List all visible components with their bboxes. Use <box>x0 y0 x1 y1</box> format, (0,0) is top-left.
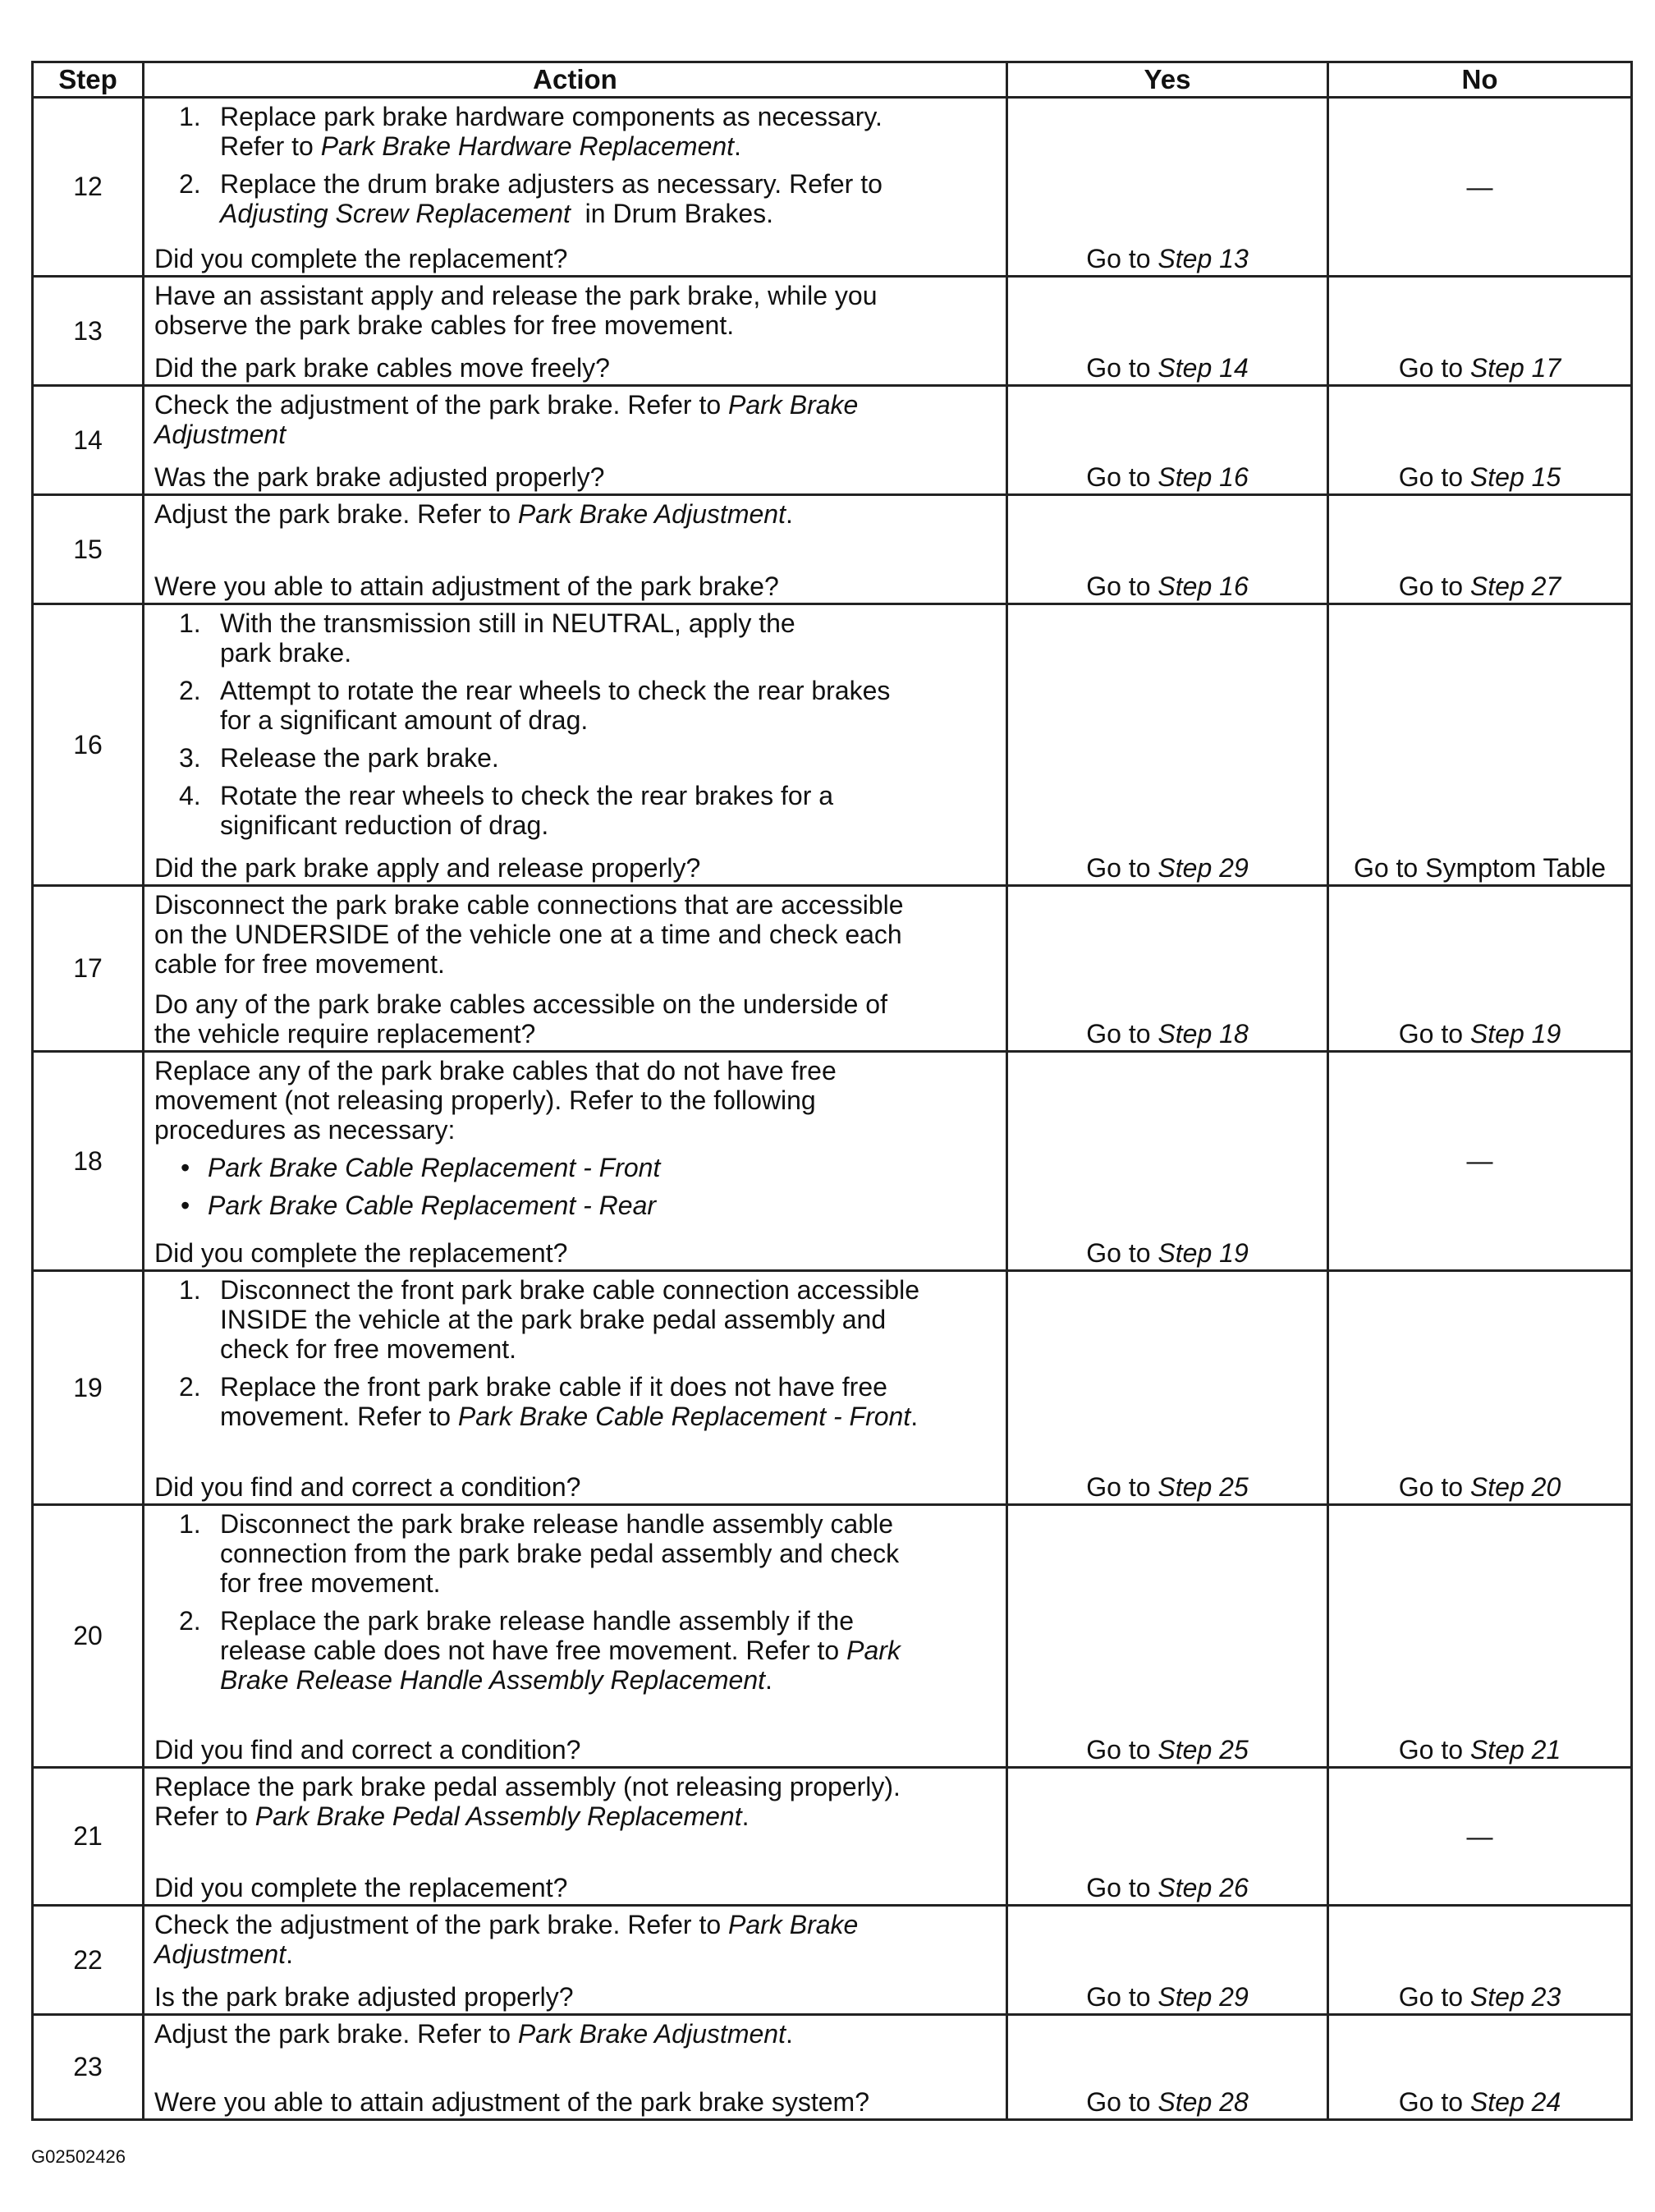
yes-cell <box>1007 1271 1328 1505</box>
step-number: 21 <box>33 1768 144 1906</box>
no-answer: Go to Step 23 <box>1398 1982 1561 2012</box>
yes-answer: Go to Step 18 <box>1086 1019 1249 1049</box>
header-step: Step <box>33 62 144 98</box>
question-text: Did you complete the replacement? <box>154 244 568 273</box>
procedure-item: 2. Attempt to rotate the rear wheels to check the rear brakes for a significant amount of drag. <box>179 676 891 735</box>
procedure-link: • Park Brake Cable Replacement - Rear <box>154 1191 996 1220</box>
header-action: Action <box>144 62 1007 98</box>
action-text: Have an assistant apply and release the park brake, while you observe the park brake cables for free movement. <box>154 281 878 340</box>
yes-cell <box>1007 386 1328 495</box>
table-row <box>33 604 1632 886</box>
no-cell <box>1328 386 1632 495</box>
no-cell <box>1328 1052 1632 1271</box>
table-row <box>33 886 1632 1052</box>
item-number: 1. <box>179 1275 201 1305</box>
step-number: 20 <box>33 1505 144 1768</box>
procedure-item: 2. Replace the drum brake adjusters as necessary. Refer to Adjusting Screw Replacement in Drum Brakes. <box>179 169 883 228</box>
no-cell <box>1328 98 1632 277</box>
yes-cell <box>1007 2015 1328 2120</box>
yes-answer: Go to Step 13 <box>1086 244 1249 273</box>
procedure-list <box>154 608 996 840</box>
no-answer: Go to Step 24 <box>1398 2087 1561 2117</box>
table-row <box>33 2015 1632 2120</box>
action-cell <box>144 386 1007 495</box>
action-cell <box>144 277 1007 386</box>
question-text: Do any of the park brake cables accessible on the underside of the vehicle require replacement? <box>154 989 887 1049</box>
procedure-list <box>154 1509 996 1695</box>
procedure-item: 3. Release the park brake. <box>179 743 499 773</box>
action-text: Replace the park brake pedal assembly (not releasing properly). Refer to Park Brake Pedal Assembly Replacement. <box>154 1772 901 1831</box>
yes-cell <box>1007 98 1328 277</box>
item-number: 1. <box>179 608 201 638</box>
yes-answer: Go to Step 28 <box>1086 2087 1249 2117</box>
yes-cell <box>1007 1052 1328 1271</box>
yes-answer: Go to Step 16 <box>1086 462 1249 492</box>
procedure-link: • Park Brake Cable Replacement - Front <box>154 1153 996 1182</box>
procedure-item: 1. Disconnect the park brake release handle assembly cable connection from the park brake pedal assembly and check for free movement. <box>179 1509 900 1598</box>
question-text: Did the park brake cables move freely? <box>154 353 610 383</box>
procedure-item: 1. Replace park brake hardware components as necessary. Refer to Park Brake Hardware Replacement. <box>179 102 883 161</box>
step-number: 23 <box>33 2015 144 2120</box>
yes-cell <box>1007 1906 1328 2015</box>
no-cell <box>1328 886 1632 1052</box>
yes-cell <box>1007 1505 1328 1768</box>
table-row <box>33 495 1632 604</box>
table-row <box>33 1906 1632 2015</box>
procedure-links <box>154 1153 996 1220</box>
step-number: 15 <box>33 495 144 604</box>
question-text: Were you able to attain adjustment of the park brake system? <box>154 2087 869 2117</box>
yes-answer: Go to Step 26 <box>1086 1873 1249 1902</box>
no-cell <box>1328 604 1632 886</box>
action-cell <box>144 604 1007 886</box>
action-cell <box>144 886 1007 1052</box>
item-number: 2. <box>179 676 201 705</box>
action-text: Check the adjustment of the park brake. Refer to Park Brake Adjustment. <box>154 1910 859 1969</box>
yes-cell <box>1007 277 1328 386</box>
procedure-item: 1. Disconnect the front park brake cable connection accessible INSIDE the vehicle at the park brake pedal assembly and check for free movement. <box>179 1275 920 1364</box>
no-answer: Go to Step 19 <box>1398 1019 1561 1049</box>
no-cell <box>1328 1271 1632 1505</box>
yes-answer: Go to Step 25 <box>1086 1472 1249 1502</box>
item-number: 1. <box>179 102 201 131</box>
question-text: Did you find and correct a condition? <box>154 1735 581 1765</box>
no-answer: Go to Symptom Table <box>1353 853 1607 883</box>
item-number: 2. <box>179 169 201 199</box>
no-answer: Go to Step 15 <box>1398 462 1561 492</box>
yes-answer: Go to Step 25 <box>1086 1735 1249 1765</box>
no-answer: Go to Step 17 <box>1398 353 1561 383</box>
action-cell <box>144 1906 1007 2015</box>
action-text: Disconnect the park brake cable connections that are accessible on the UNDERSIDE of the vehicle one at a time and check each cable for free movement. <box>154 890 904 979</box>
action-cell <box>144 495 1007 604</box>
action-cell <box>144 98 1007 277</box>
table-row <box>33 1052 1632 1271</box>
question-text: Did you complete the replacement? <box>154 1238 568 1268</box>
table-row <box>33 386 1632 495</box>
yes-cell <box>1007 886 1328 1052</box>
action-cell <box>144 1768 1007 1906</box>
header-no: No <box>1328 62 1632 98</box>
step-number: 22 <box>33 1906 144 2015</box>
yes-answer: Go to Step 29 <box>1086 1982 1249 2012</box>
table-row <box>33 1505 1632 1768</box>
action-text: Adjust the park brake. Refer to Park Brake Adjustment. <box>154 2019 793 2049</box>
item-number: 2. <box>179 1372 201 1402</box>
action-cell <box>144 1505 1007 1768</box>
table-row <box>33 1271 1632 1505</box>
step-number: 17 <box>33 886 144 1052</box>
step-number: 13 <box>33 277 144 386</box>
diagnostic-table <box>31 61 1633 2121</box>
no-answer-dash: — <box>1466 1145 1493 1176</box>
yes-cell <box>1007 495 1328 604</box>
no-cell <box>1328 495 1632 604</box>
action-cell <box>144 2015 1007 2120</box>
action-text: Replace any of the park brake cables that do not have free movement (not releasing properly). Refer to the following procedures as necessary: <box>154 1056 837 1145</box>
procedure-list <box>154 1275 996 1431</box>
procedure-list <box>154 102 996 228</box>
question-text: Were you able to attain adjustment of the park brake? <box>154 571 779 601</box>
no-answer: Go to Step 20 <box>1398 1472 1561 1502</box>
procedure-item: 4. Rotate the rear wheels to check the rear brakes for a significant reduction of drag. <box>179 781 834 840</box>
step-number: 19 <box>33 1271 144 1505</box>
item-number: 2. <box>179 1606 201 1636</box>
action-cell <box>144 1052 1007 1271</box>
step-number: 16 <box>33 604 144 886</box>
question-text: Is the park brake adjusted properly? <box>154 1982 574 2012</box>
no-answer: Go to Step 21 <box>1398 1735 1561 1765</box>
question-text: Did the park brake apply and release properly? <box>154 853 701 883</box>
no-cell <box>1328 1906 1632 2015</box>
figure-id: G02502426 <box>31 2146 126 2167</box>
no-answer-dash: — <box>1466 172 1493 201</box>
step-number: 12 <box>33 98 144 277</box>
header-yes: Yes <box>1007 62 1328 98</box>
action-text: Check the adjustment of the park brake. Refer to Park Brake Adjustment <box>154 390 859 449</box>
no-cell <box>1328 1768 1632 1906</box>
yes-answer: Go to Step 14 <box>1086 353 1249 383</box>
step-number: 18 <box>33 1052 144 1271</box>
table-row <box>33 1768 1632 1906</box>
item-number: 1. <box>179 1509 201 1539</box>
no-cell <box>1328 1505 1632 1768</box>
no-cell <box>1328 277 1632 386</box>
question-text: Was the park brake adjusted properly? <box>154 462 605 492</box>
yes-cell <box>1007 1768 1328 1906</box>
no-answer-dash: — <box>1466 1821 1493 1851</box>
table-row <box>33 277 1632 386</box>
procedure-item: 2. Replace the front park brake cable if it does not have free movement. Refer to Park Brake Cable Replacement - Front. <box>179 1372 919 1431</box>
action-cell <box>144 1271 1007 1505</box>
yes-answer: Go to Step 29 <box>1086 853 1249 883</box>
procedure-item: 1. With the transmission still in NEUTRAL, apply the park brake. <box>179 608 795 668</box>
question-text: Did you complete the replacement? <box>154 1873 568 1902</box>
action-text: Adjust the park brake. Refer to Park Brake Adjustment. <box>154 499 793 529</box>
question-text: Did you find and correct a condition? <box>154 1472 581 1502</box>
procedure-item: 2. Replace the park brake release handle assembly if the release cable does not have free movement. Refer to Park Brake Release Handle Assembly Replacement. <box>179 1606 901 1695</box>
table-row <box>33 98 1632 277</box>
yes-answer: Go to Step 19 <box>1086 1238 1249 1268</box>
yes-answer: Go to Step 16 <box>1086 571 1249 601</box>
header-row <box>33 62 1632 98</box>
item-number: 3. <box>179 743 201 773</box>
no-answer: Go to Step 27 <box>1398 571 1561 601</box>
item-number: 4. <box>179 781 201 810</box>
yes-cell <box>1007 604 1328 886</box>
no-cell <box>1328 2015 1632 2120</box>
step-number: 14 <box>33 386 144 495</box>
